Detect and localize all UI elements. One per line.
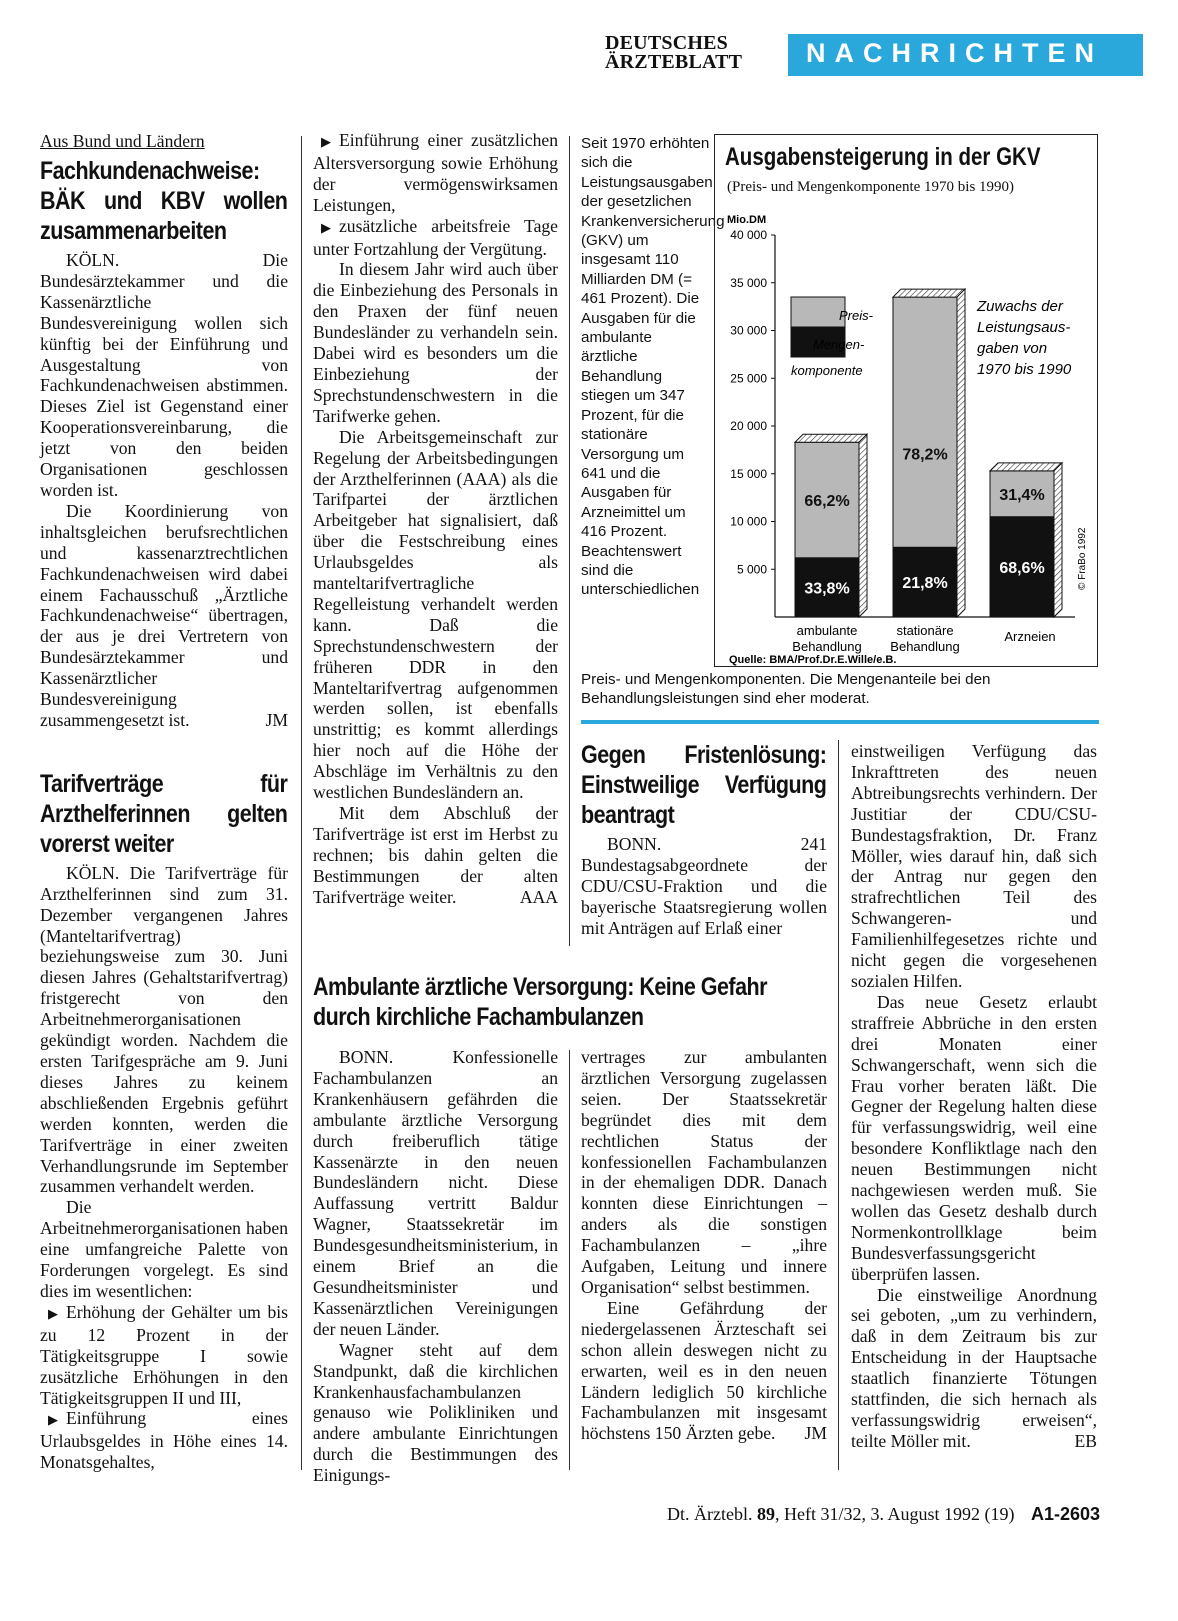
data-label-mengen: 21,8% bbox=[902, 575, 948, 593]
article1-paragraph: Die Koordinierung von inhaltsgleichen berufsrechtlichen und kassenarztrechtlichen Fachkundenachweisen wird dabei einem Fachausschuß „Ärztliche Fachkundenachweise“ übertragen, der aus je drei Vertretern von Bundesärztekammer und Kassenärztlicher Bundesvereinigung zusammengesetzt ist. JM bbox=[40, 500, 288, 730]
legend-label-preis: Preis- bbox=[839, 308, 873, 323]
article2-signature: AAA bbox=[519, 886, 558, 907]
bar-top-0 bbox=[795, 434, 867, 442]
x-tick-label: ambulante bbox=[796, 623, 858, 638]
article2-headline: Tarifverträge für Arzthelferinnen gelten vorerst weiter bbox=[40, 769, 288, 858]
logo-line-2: ÄRZTEBLATT bbox=[605, 51, 743, 73]
article4-paragraph: Wagner steht auf dem Standpunkt, daß die kirchlichen Krankenhausfachambulanzen genauso wie Polikliniken und andere ambulante Einrichtungen durch die Bestimmungen des Einigungs- bbox=[313, 1339, 558, 1486]
y-tick-label: 25 000 bbox=[730, 371, 767, 386]
article2-bullet: ▶ zusätzliche arbeitsfreie Tage unter Fortzahlung der Vergütung. bbox=[313, 215, 558, 259]
legend-label-mengen: Mengen- bbox=[813, 337, 865, 352]
article2-bullet: ▶ Einführung einer zusätzlichen Altersversorgung sowie Erhöhung der vermögenswirksamen Leistungen, bbox=[313, 130, 558, 215]
data-label-mengen: 33,8% bbox=[804, 580, 850, 598]
article3-paragraph-start: BONN. 241 Bundestagsabgeordnete der CDU/CSU-Fraktion und die bayerische Staatsregierung wollen mit Anträgen auf Erlaß einer bbox=[581, 834, 827, 938]
column-rule bbox=[838, 740, 839, 1470]
column-rule bbox=[569, 1050, 570, 1470]
article2-paragraph: Die Arbeitnehmerorganisationen haben eine umfangreiche Palette von Forderungen vorgelegt. Es sind dies im wesentlichen: bbox=[40, 1197, 288, 1301]
chart-source: Quelle: BMA/Prof.Dr.E.Wille/e.B. bbox=[729, 654, 897, 666]
article4-paragraph: Eine Gefährdung der niedergelassenen Ärzteschaft sei schon allein deswegen nicht zu erwarten, weil es in den neuen Ländern lediglich 50 kirchliche Fachambulanzen mit insgesamt höchstens 150 Ärzten gebe. JM bbox=[581, 1297, 827, 1444]
data-label-preis: 78,2% bbox=[902, 446, 948, 464]
data-label-preis: 31,4% bbox=[999, 486, 1045, 504]
y-tick-label: 40 000 bbox=[730, 228, 767, 242]
article1-signature: JM bbox=[265, 709, 288, 730]
triangle-bullet-icon: ▶ bbox=[321, 134, 331, 149]
article3-headline: Gegen Fristenlösung: Einstweilige Verfügung beantragt bbox=[581, 741, 827, 829]
y-tick-label: 5 000 bbox=[736, 562, 767, 577]
article3-paragraph: Die einstweilige Anordnung sei geboten, „um zu verhindern, daß in dem Zeitraum bis zur Entscheidung in der Hauptsache staatlich finanzierte Tötungen stattfinden, die sich hernach als verfassungswidrig erweisen“, teilte Möller mit. EB bbox=[851, 1284, 1097, 1451]
x-tick-label: Behandlung bbox=[890, 639, 960, 654]
article2-paragraph: Die Arbeitsgemeinschaft zur Regelung der Arbeitsbedingungen der Arzthelferinnen (AAA) als die Tarifpartei der ärztlichen Arbeitgeber hat signalisiert, daß über die Festschreibung eines Urlaubsgeldes als manteltarifvertragliche Regelleistung verhandelt werden kann. Daß die Sprechstundenschwestern der früheren DDR in den Manteltarifvertrag aufgenommen werden sollen, ist ebenfalls unstrittig; es kommt allerdings hier noch auf die Höhe der Abschläge im Verhältnis zu den westlichen Bundesländern an. bbox=[313, 426, 558, 803]
article2-paragraph: Mit dem Abschluß der Tarifverträge ist erst im Herbst zu rechnen; bis dahin gelten die Bestimmungen der alten Tarifverträge weiter. AAA bbox=[313, 803, 558, 907]
article2-bullet: ▶ Erhöhung der Gehälter um bis zu 12 Prozent in der Tätigkeitsgruppe I sowie zusätzliche Erhöhungen in den Tätigkeitsgruppen II und III, bbox=[40, 1301, 288, 1408]
chart-annotation: Zuwachs der bbox=[977, 298, 1063, 315]
chart-caption-bottom: Preis- und Mengenkomponenten. Die Mengenanteile bei den Behandlungsleistungen sind eher moderat. bbox=[581, 671, 991, 708]
bar-preis-1 bbox=[893, 297, 957, 547]
page-footer bbox=[585, 1504, 1100, 1525]
article3-paragraph: Das neue Gesetz erlaubt straffreie Abbrüche in den ersten drei Monaten einer Schwangerschaft, wenn sich die Frau vorher beraten läßt. Die Gegner der Regelung halten diese für verfassungswidrig, weil eine besondere Konfliktlage nach den neuen Bestimmungen nicht nachgewiesen werden muß. Sie wollen das Gesetz deshalb durch Normenkontrollklage beim Bundesverfassungsgericht überprüfen lassen. bbox=[851, 991, 1097, 1284]
article2-bullet: ▶ Einführung eines Urlaubsgeldes in Höhe eines 14. Monatsgehaltes, bbox=[40, 1408, 288, 1473]
chart-title: Ausgabensteigerung in der GKV bbox=[725, 143, 1041, 171]
bar-top-2 bbox=[990, 463, 1062, 471]
column-2 bbox=[313, 130, 558, 908]
article4-paragraph: vertrages zur ambulanten ärztlichen Versorgung zugelassen seien. Der Staatssekretär begründet dies mit dem rechtlichen Status der konfessionellen Fachambulanzen in der ehemaligen DDR. Danach konnten diese Einrichtungen – anders als die sonstigen Fachambulanzen – „ihre Aufgaben, Leitung und innere Organisation“ selbst bestimmen. bbox=[581, 1047, 827, 1297]
y-tick-label: 20 000 bbox=[730, 419, 767, 433]
article3-signature: EB bbox=[1074, 1430, 1097, 1451]
article2-paragraph: In diesem Jahr wird auch über die Einbeziehung des Personals in den Praxen der fünf neuen Bundesländer zu verhandeln sein. Dabei wird es besonders um die Einbeziehung der Sprechstundenschwestern in die Tarifwerke gehen. bbox=[313, 259, 558, 426]
triangle-bullet-icon: ▶ bbox=[48, 1412, 58, 1428]
section-banner: NACHRICHTEN bbox=[788, 34, 1143, 76]
article3-paragraph-cont: einstweiligen Verfügung das Inkrafttreten des neuen Abtreibungsrechts verhindern. Der Justitiar der CDU/CSU-Bundestagsfraktion, Dr. Franz Möller, wies darauf hin, daß sich der Antrag nur gegen den strafrechtlichen Teil des Schwangeren- und Familienhilfegesetzes richte und nicht gegen die vorgesehenen sozialen Hilfen. bbox=[851, 741, 1097, 991]
column-3-top bbox=[581, 740, 827, 939]
triangle-bullet-icon: ▶ bbox=[321, 219, 331, 235]
article1-paragraph: KÖLN. Die Bundesärztekammer und die Kassenärztliche Bundesvereinigung wollen sich künftig bei der Einführung und Ausgestaltung von Fachkundenachweisen abstimmen. Dieses Ziel ist Gegenstand einer Kooperationsvereinbarung, die jetzt von den beiden Organisationen geschlossen worden ist. bbox=[40, 250, 288, 500]
rubric-kicker: Aus Bund und Ländern bbox=[40, 131, 205, 151]
article4-column-2 bbox=[581, 1047, 827, 1444]
article4-signature: JM bbox=[804, 1423, 827, 1444]
x-tick-label: stationäre bbox=[896, 623, 954, 638]
chart-caption-side: Seit 1970 erhöhten sich die Leistungsausgaben der gesetzlichen Krankenversicherung (GKV) um insgesamt 110 Milliarden DM (= 461 Prozent). Die Ausgaben für die ambulante ärztliche Behandlung stiegen um 347 Prozent, für die stationäre Versorgung um 641 und die Ausgaben für Arzneimittel um 416 Prozent. Beachtenswert sind die unterschiedlichen bbox=[581, 135, 725, 599]
chart-subtitle: (Preis- und Mengenkomponente 1970 bis 1990) bbox=[727, 179, 1015, 195]
bar-side-1 bbox=[957, 289, 965, 617]
chart-copyright: © FraBo 1992 bbox=[1077, 527, 1088, 590]
column-rule bbox=[301, 136, 302, 1470]
chart-annotation: gaben von bbox=[977, 340, 1048, 357]
x-tick-label: Arzneien bbox=[1004, 629, 1056, 644]
column-rule bbox=[569, 136, 570, 946]
footer-volume: 89 bbox=[756, 1504, 775, 1524]
column-1 bbox=[40, 130, 288, 1473]
chart-plot bbox=[715, 135, 1099, 668]
chart-annotation: 1970 bis 1990 bbox=[977, 361, 1072, 378]
masthead bbox=[605, 34, 1150, 80]
y-tick-label: 15 000 bbox=[730, 466, 767, 481]
chart-frame bbox=[714, 134, 1098, 667]
footer-issue: , Heft 31/32, 3. August 1992 (19) bbox=[774, 1504, 1015, 1524]
article4-headline: Ambulante ärztliche Versorgung: Keine Gefahr durch kirchliche Fachambulanzen bbox=[313, 973, 767, 1031]
chart-annotation: Leistungsaus- bbox=[977, 319, 1071, 336]
footer-journal: Dt. Ärztebl. bbox=[666, 1504, 753, 1524]
y-tick-label: 35 000 bbox=[730, 275, 767, 290]
article2-paragraph: KÖLN. Die Tarifverträge für Arzthelferinnen sind zum 31. Dezember vergangenen Jahres (Manteltarifvertrag) beziehungsweise zum 30. Juni diesen Jahres (Gehaltstarifvertrag) fristgerecht von den Arbeitnehmerorganisationen gekündigt worden. Nachdem die ersten Tarifgespräche am 9. Juni dieses Jahres zu keinem abschließenden Ergebnis geführt werden konnten, werden die Tarifverträge in einer zweiten Verhandlungsrunde im September zusammen verhandelt werden. bbox=[40, 862, 288, 1197]
article1-headline: Fachkundenachweise: BÄK und KBV wollen zusammenarbeiten bbox=[40, 157, 288, 245]
article4-paragraph: BONN. Konfessionelle Fachambulanzen an Krankenhäusern gefährden die ambulante ärztliche Versorgung durch freiberuflich tätige Kassenärzte in den neuen Bundesländern nicht. Diese Auffassung vertritt Baldur Wagner, Staatssekretär im Bundesgesundheitsministerium, in einem Brief an die Gesundheitsminister und Kassenärztlichen Vereinigungen der neuen Länder. bbox=[313, 1047, 558, 1339]
triangle-bullet-icon: ▶ bbox=[48, 1305, 58, 1321]
legend-swatch-preis bbox=[791, 297, 845, 327]
column-4 bbox=[851, 741, 1097, 1452]
bar-side-2 bbox=[1054, 463, 1062, 617]
data-label-preis: 66,2% bbox=[804, 493, 850, 511]
bar-top-1 bbox=[893, 289, 965, 297]
legend-label-komponente: komponente bbox=[791, 363, 863, 378]
x-tick-label: Behandlung bbox=[792, 639, 862, 654]
bar-side-0 bbox=[859, 434, 867, 617]
journal-logo bbox=[605, 34, 775, 72]
y-tick-label: 10 000 bbox=[730, 514, 767, 529]
logo-line-1: DEUTSCHES bbox=[605, 32, 728, 54]
article4-column-1 bbox=[313, 1047, 558, 1486]
footer-page-number: A1-2603 bbox=[1030, 1504, 1100, 1524]
y-tick-label: 30 000 bbox=[730, 323, 767, 338]
section-divider bbox=[581, 720, 1099, 724]
data-label-mengen: 68,6% bbox=[999, 559, 1045, 577]
y-axis-label: Mio.DM bbox=[727, 214, 767, 226]
